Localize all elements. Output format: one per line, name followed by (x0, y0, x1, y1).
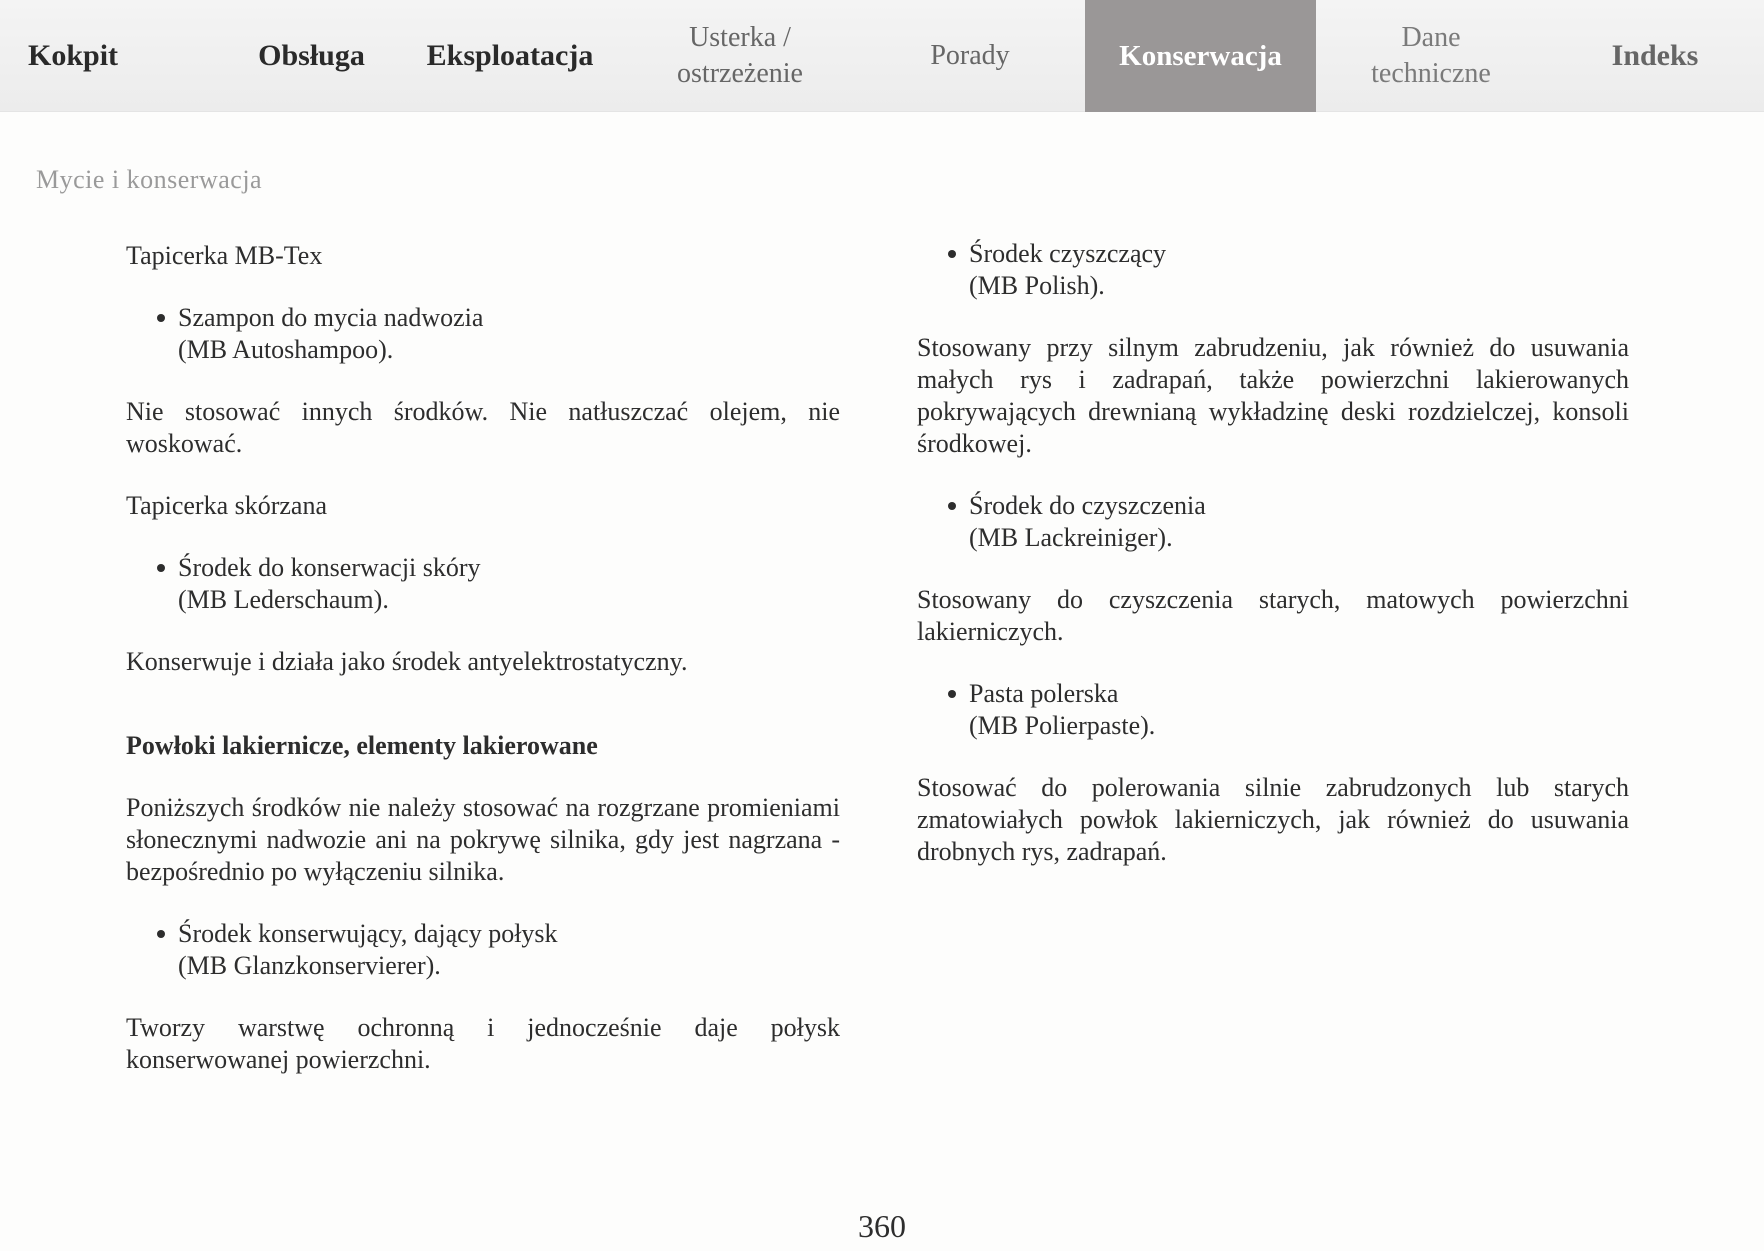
list-item-polish (917, 238, 1629, 302)
list-item-product: (MB Polierpaste). (969, 711, 1156, 740)
list-item-title: Szampon do mycia nadwozia (178, 303, 484, 332)
tab-eksploatacja[interactable] (395, 0, 625, 112)
bullet-dot (948, 690, 956, 698)
list-item-title: Środek konserwujący, dający połysk (178, 919, 558, 948)
list-item-lederschaum (126, 552, 840, 616)
heading-paint-surfaces: Powłoki lakiernicze, elementy lakierowane (126, 731, 598, 760)
tab-porady[interactable] (855, 0, 1085, 112)
tab-usterka-ostrzezenie[interactable] (625, 0, 855, 112)
paragraph-paint-warning: Poniższych środków nie należy stosować na rozgrzane promieniami słonecznymi nadwozie ani na pokrywę silnika, gdy jest nagrzana - bezpośrednio po wyłączeniu silnika. (126, 793, 840, 886)
paragraph-leather-note: Konserwuje i działa jako środek antyelektrostatyczny. (126, 647, 688, 676)
list-item-product: (MB Autoshampoo). (178, 335, 394, 364)
bullet-dot (157, 930, 165, 938)
list-item-title: Środek do konserwacji skóry (178, 553, 481, 582)
list-item-product: (MB Lackreiniger). (969, 523, 1173, 552)
paragraph-mb-tex-note: Nie stosować innych środków. Nie natłuszczać olejem, nie woskować. (126, 397, 840, 458)
bullet-dot (157, 314, 165, 322)
bullet-dot (948, 250, 956, 258)
right-column (917, 238, 1629, 898)
tab-konserwacja[interactable] (1085, 0, 1316, 112)
tab-konserwacja-label: Konserwacja (1119, 40, 1282, 72)
paragraph-protective-layer: Tworzy warstwę ochronną i jednocześnie daje połysk konserwowanej powierzchni. (126, 1013, 840, 1074)
list-item-product: (MB Glanzkonservierer). (178, 951, 441, 980)
paragraph-polish-usage: Stosowany przy silnym zabrudzeniu, jak również do usuwania małych rys i zadrapań, także powierzchni lakierowanych pokrywających drewnianą wykładzinę deski rozdzielczej, konsoli środkowej. (917, 333, 1629, 458)
list-item-title: Pasta polerska (969, 679, 1119, 708)
list-item-title: Środek czyszczący (969, 239, 1167, 268)
tab-kokpit[interactable] (0, 0, 146, 112)
chapter-tab-bar (0, 0, 1764, 112)
list-item-title: Środek do czyszczenia (969, 491, 1206, 520)
tab-dane-techniczne[interactable] (1316, 0, 1546, 112)
left-column (126, 240, 840, 1106)
paragraph-lackreiniger-usage: Stosowany do czyszczenia starych, matowych powierzchni lakierniczych. (917, 585, 1629, 646)
tab-indeks[interactable] (1546, 0, 1764, 112)
subheading-mb-tex: Tapicerka MB-Tex (126, 241, 323, 270)
tab-usterka-label-line1: Usterka / (689, 22, 791, 53)
subheading-leather: Tapicerka skórzana (126, 491, 328, 520)
list-item-glanzkonservierer (126, 918, 840, 982)
list-item-autoshampoo (126, 302, 840, 366)
paragraph-polierpaste-usage: Stosować do polerowania silnie zabrudzonych lub starych zmatowiałych powłok lakierniczych, jak również do usuwania drobnych rys, zadrapań. (917, 773, 1629, 866)
tab-dane-label-line1: Dane (1401, 22, 1461, 53)
list-item-polierpaste (917, 678, 1629, 742)
tab-obsluga[interactable] (228, 0, 395, 112)
tab-porady-label: Porady (930, 40, 1010, 71)
bullet-dot (157, 564, 165, 572)
section-title: Mycie i konserwacja (36, 165, 263, 194)
tab-indeks-label: Indeks (1611, 39, 1699, 72)
list-item-lackreiniger (917, 490, 1629, 554)
tab-obsluga-label: Obsługa (258, 39, 365, 72)
tab-kokpit-label: Kokpit (27, 39, 119, 72)
tab-eksploatacja-label: Eksploatacja (426, 39, 594, 72)
list-item-product: (MB Polish). (969, 271, 1105, 300)
tab-dane-label-line2: techniczne (1371, 58, 1491, 89)
list-item-product: (MB Lederschaum). (178, 585, 389, 614)
bullet-dot (948, 502, 956, 510)
tab-usterka-label-line2: ostrzeżenie (677, 58, 803, 89)
page-number: 360 (858, 1208, 906, 1244)
